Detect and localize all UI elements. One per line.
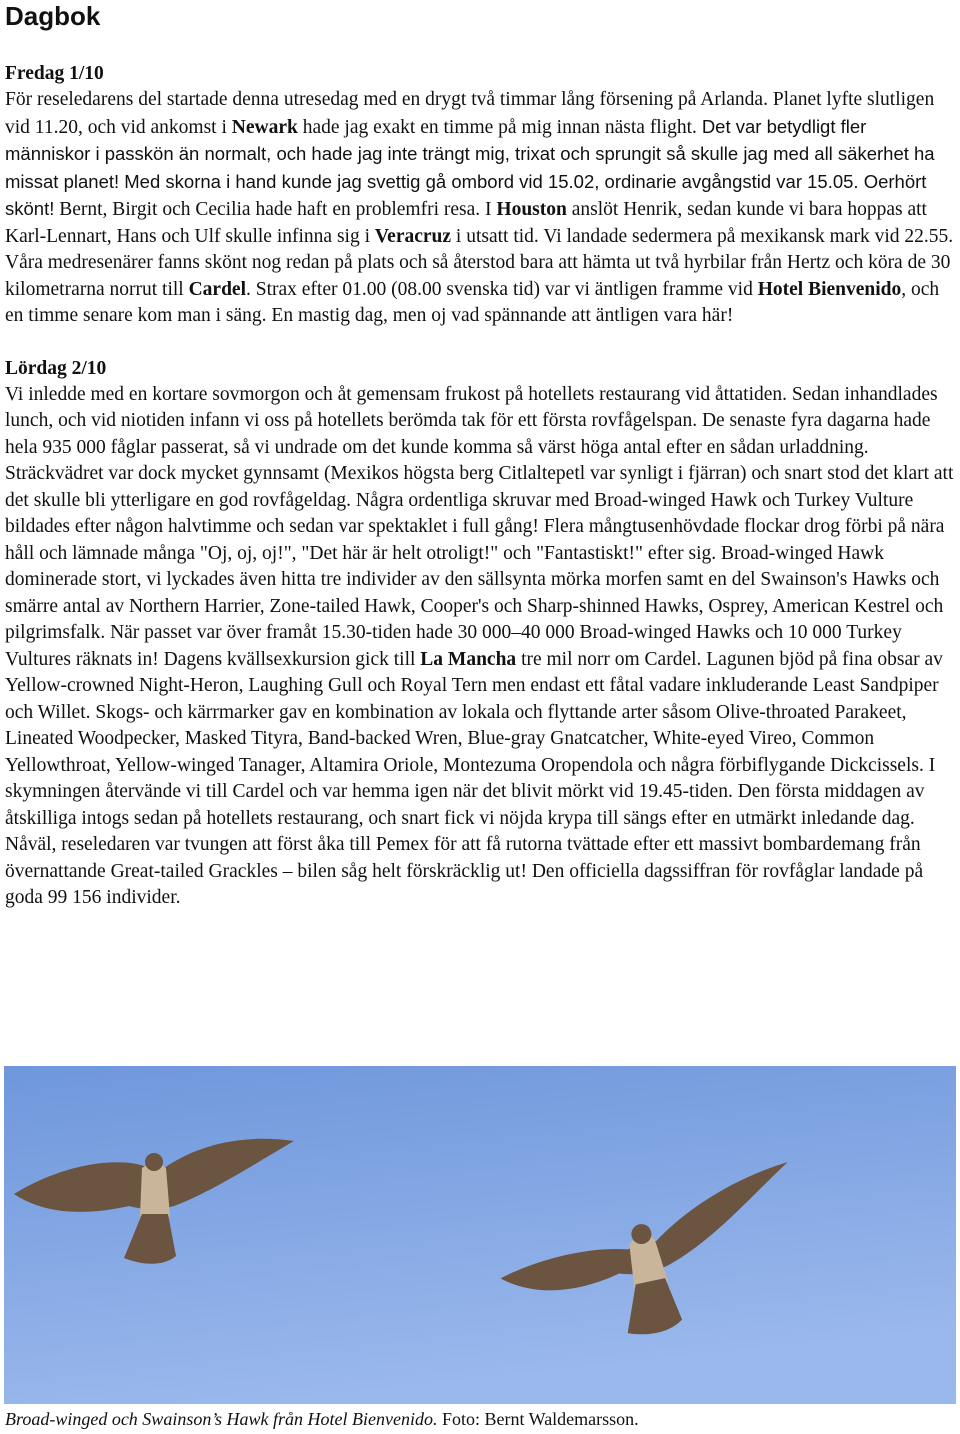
text-run: , och en timme senare kom man i säng. En mastig dag, men oj vad spännande att äntligen vara här! [5,278,940,326]
caption-italic: Broad-winged och Swainson’s Hawk från Hotel Bienvenido. [5,1409,438,1429]
document-page [5,0,955,912]
hawks-photo [4,1066,956,1404]
place-name: Houston [496,199,567,220]
place-name: Hotel Bienvenido [757,278,902,300]
hawks-illustration [4,1066,956,1404]
entry-date: Fredag 1/10 [5,63,104,84]
entry-text [5,382,955,912]
page-title: Dagbok [5,1,101,31]
text-run: Det var betydligt fler människor i passkön än normalt, och hade jag inte trängt mig, trixat och sprungit så skulle jag med all säkerhet ha missat planet! Med skorna i hand kunde jag svettig gå ombord vid 15.02, ordinarie avgångstid var 15.05. Oerhört skönt! [5,115,935,219]
caption-credit: Foto: Bernt Waldemarsson. [437,1409,639,1429]
text-run: . Strax efter 01.00 (08.00 svenska tid) var vi äntligen framme vid [245,278,758,300]
place-name: Newark [231,116,298,138]
place-name: Cardel [188,278,246,300]
text-run: i utsatt tid. Vi landade sedermera på mexikansk mark vid 22.55. Våra medresenärer fanns skönt nog redan på plats och så återstod bara att hämta ut två hyrbilar från Hertz och köra de 30 kilometrarna norrut till [5,225,954,300]
diary-entry-2 [5,356,955,912]
entry-date: Lördag 2/10 [5,357,107,379]
photo-caption [5,1407,639,1431]
text-run: Bernt, Birgit och Cecilia hade haft en problemfri resa. I [54,199,497,220]
diary-entry-1 [5,61,955,330]
text-run: Vi inledde med en kortare sovmorgon och åt gemensam frukost på hotellets restaurang vid åttatiden. Sedan inhandlades lunch, och vid niotiden infann vi oss på hotellets berömda tak för ett första rovfågelspan. De senaste fyra dagarna hade hela 935 000 fåglar passerat, så vi undrade om det kunde komma så värst höga antal efter en sådan urladdning. Sträckvädret var dock mycket gynnsamt (Mexikos högsta berg Citlaltepetl var synligt i fjärran) och snart stod det klart att det skulle bli ytterligare en god rovfågeldag. Några ordentliga skruvar med Broad-winged Hawk och Turkey Vulture bildades efter någon halvtimme och sedan var spektaklet i full gång! Flera mångtusenhövdade flockar drog förbi på nära håll och lämnade många "Oj, oj, oj!", "Det här är helt otroligt!" och "Fantastiskt!" efter sig. Broad-winged Hawk dominerade stort, vi lyckades även hitta tre individer av den sällsynta mörka morfen samt en del Swainson's Hawks och smärre antal av Northern Harrier, Zone-tailed Hawk, Cooper's och Sharp-shinned Hawks, Osprey, American Kestrel och pilgrimsfalk. När passet var över framåt 15.30-tiden hade 30 000–40 000 Broad-winged Hawks och 10 000 Turkey Vultures räknats in! Dagens kvällsexkursion gick till [5,383,954,670]
place-name: Veracruz [374,225,452,247]
entry-text [5,87,955,330]
place-name: La Mancha [420,648,517,670]
text-run: För reseledarens del startade denna utresedag med en drygt två timmar lång försening på Arlanda. Planet lyfte slutligen vid 11.20, och vid ankomst i [5,89,935,138]
text-run: hade jag exakt en timme på mig innan nästa flight. [297,116,702,138]
text-run: tre mil norr om Cardel. Lagunen bjöd på fina obsar av Yellow-crowned Night-Heron, Laughing Gull och Royal Tern men endast ett fåtal vadare inkluderande Least Sandpiper och Willet. Skogs- och kärrmarker gav en kombination av lokala och flyttande arter såsom Olive-throated Parakeet, Lineated Woodpecker, Masked Tityra, Band-backed Wren, Blue-gray Gnatcatcher, White-eyed Vireo, Common Yellowthroat, Yellow-winged Tanager, Altamira Oriole, Montezuma Oropendola och några förbiflygande Dickcissels. I skymningen återvände vi till Cardel och var hemma igen när det blivit mörkt vid 19.45-tiden. Den första middagen av åtskilliga intogs sedan på hotellets restaurang, och snart fick vi nöjda krypa till sängs efter en utmärkt inledande dag. Nåväl, reseledaren var tvungen att först åka till Pemex för att få rutorna tvättade efter ett massivt bombardemang från övernattande Great-tailed Grackles – bilen såg helt förskräcklig ut! Den officiella dagssiffran för rovfåglar landade på goda 99 156 individer. [5,648,943,908]
text-run: anslöt Henrik, sedan kunde vi bara hoppas att Karl-Lennart, Hans och Ulf skulle infinna sig i [5,199,927,247]
